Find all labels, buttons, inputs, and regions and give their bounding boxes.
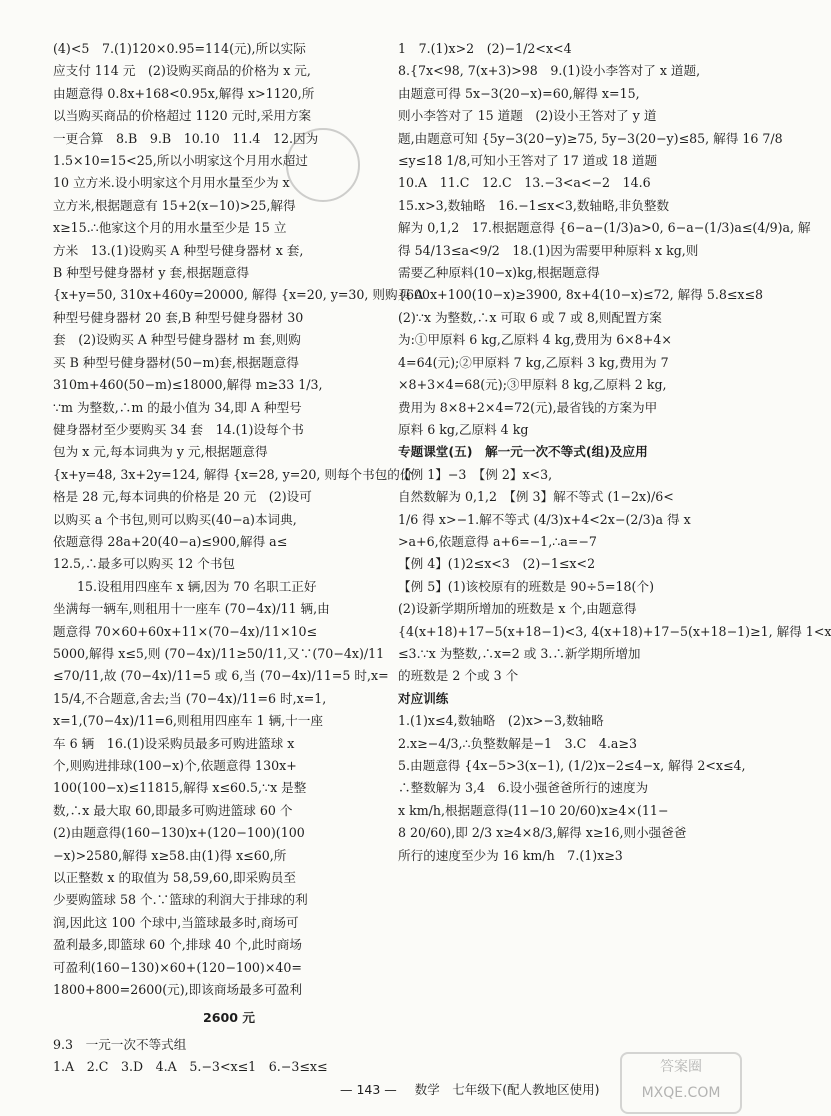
answer-line: 【例 4】(1)2≤x<3 (2)−1≤x<2 [398, 556, 596, 572]
answer-line: ∴整数解为 3,4 6.设小强爸爸所行的速度为 [398, 780, 649, 796]
answer-line: 健身器材至少要购买 34 套 14.(1)设每个书 [53, 421, 304, 437]
answer-line: 9.3 一元一次不等式组 [53, 1036, 187, 1052]
answer-line: 为:①甲原料 6 kg,乙原料 4 kg,费用为 6×8+4× [398, 332, 672, 348]
answer-line: 以当购买商品的价格超过 1120 元时,采用方案 [53, 108, 312, 124]
answer-line: 1.5×10=15<25,所以小明家这个月用水超过 [53, 153, 308, 169]
answer-line: 套 (2)设购买 A 种型号健身器材 m 套,则购 [53, 332, 301, 348]
answer-line: 的班数是 2 个或 3 个 [398, 668, 519, 684]
answer-line: 题,由题意可知 {5y−3(20−y)≥75, 5y−3(20−y)≤85, 解得 16 7/8 [398, 130, 783, 146]
watermark-logo [620, 1052, 742, 1114]
answer-line: 数,∴x 最大取 60,即最多可购进篮球 60 个 [53, 802, 293, 818]
answer-line: 所行的速度至少为 16 km/h 7.(1)x≥3 [398, 847, 623, 863]
answer-line: {600x+100(10−x)≥3900, 8x+4(10−x)≤72, 解得 5.8≤x≤8 [398, 287, 764, 303]
watermark-site: MXQE.COM [641, 1085, 721, 1101]
answer-line: 依题意得 28a+20(40−a)≤900,解得 a≤ [53, 533, 288, 549]
answer-line: 【例 5】(1)该校原有的班数是 90÷5=18(个) [398, 578, 654, 594]
answer-line: 自然数解为 0,1,2 【例 3】解不等式 (1−2x)/6< [398, 489, 674, 505]
page-footer [340, 1080, 600, 1098]
answer-line: 解为 0,1,2 17.根据题意得 {6−a−(1/3)a>0, 6−a−(1/3)a≤(4/9)a, 解 [398, 220, 811, 236]
answer-line: 坐满每一辆车,则租用十一座车 (70−4x)/11 辆,由 [53, 601, 330, 617]
book-subject: 数学 七年级下(配人教地区使用) [414, 1082, 600, 1097]
answer-line: >a+6,依题意得 a+6=−1,∴a=−7 [398, 533, 597, 549]
answer-line: ×8+3×4=68(元);③甲原料 8 kg,乙原料 2 kg, [398, 377, 667, 393]
answer-line: 2600 元 [202, 1010, 256, 1026]
answer-line: 12.5,∴最多可以购买 12 个书包 [53, 556, 236, 572]
answer-line: 个,则购进排球(100−x)个,依题意得 130x+ [53, 758, 297, 773]
answer-line: 以购买 a 个书包,则可以购买(40−a)本词典, [53, 511, 297, 527]
right-answer-column [398, 38, 831, 867]
answer-line: 应支付 114 元 (2)设购买商品的价格为 x 元, [53, 63, 311, 79]
answer-line: 费用为 8×8+2×4=72(元),最省钱的方案为甲 [398, 399, 658, 415]
answer-line: 种型号健身器材 20 套,B 种型号健身器材 30 [53, 309, 304, 325]
answer-line: 可盈利(160−130)×60+(120−100)×40= [53, 959, 302, 975]
answer-line: x≥15.∴他家这个月的用水量至少是 15 立 [53, 220, 287, 236]
answer-line: 1/6 得 x>−1.解不等式 (4/3)x+4<2x−(2/3)a 得 x [398, 511, 691, 527]
answer-line: {x+y=48, 3x+2y=124, 解得 {x=28, y=20, 则每个书包的价 [53, 466, 413, 482]
answer-line: 1.A 2.C 3.D 4.A 5.−3<x≤1 6.−3≤x≤ [53, 1059, 328, 1075]
answer-line: 1.(1)x≤4,数轴略 (2)x>−3,数轴略 [398, 713, 604, 729]
answer-line: 8.{7x<98, 7(x+3)>98 9.(1)设小李答对了 x 道题, [398, 63, 701, 79]
answer-line: {4(x+18)+17−5(x+18−1)<3, 4(x+18)+17−5(x+18−1)≥1, 解得 1<x [398, 623, 831, 639]
answer-line: 15/4,不合题意,舍去;当 (70−4x)/11=6 时,x=1, [53, 690, 327, 706]
answer-line: 100(100−x)≤11815,解得 x≤60.5,∵x 是整 [53, 780, 307, 796]
answer-line: 1 7.(1)x>2 (2)−1/2<x<4 [398, 41, 572, 56]
answer-line: (2)设新学期所增加的班数是 x 个,由题意得 [398, 601, 637, 617]
answer-line: 方米 13.(1)设购买 A 种型号健身器材 x 套, [53, 242, 304, 258]
answer-line: 一更合算 8.B 9.B 10.10 11.4 12.因为 [53, 130, 319, 146]
answer-line: 5000,解得 x≤5,则 (70−4x)/11≥50/11,又∵(70−4x)/11 [53, 645, 385, 661]
answer-line: 题意得 70×60+60x+11×(70−4x)/11×10≤ [53, 623, 318, 639]
answer-line: 少要购篮球 58 个.∵篮球的利润大于排球的利 [53, 892, 308, 908]
answer-line: 格是 28 元,每本词典的价格是 20 元 (2)设可 [53, 489, 312, 505]
answer-line: 盈利最多,即篮球 60 个,排球 40 个,此时商场 [53, 937, 302, 953]
answer-line: 车 6 辆 16.(1)设采购员最多可购进篮球 x [53, 735, 295, 751]
answer-line: 对应训练 [398, 690, 449, 706]
answer-line: 10.A 11.C 12.C 13.−3<a<−2 14.6 [398, 175, 651, 191]
answer-line: (2)由题意得(160−130)x+(120−100)(100 [53, 825, 305, 841]
answer-line: 由题意得 0.8x+168<0.95x,解得 x>1120,所 [53, 85, 315, 101]
answer-line: 则小李答对了 15 道题 (2)设小王答对了 y 道 [398, 108, 657, 124]
answer-line: 2.x≥−4/3,∴负整数解是−1 3.C 4.a≥3 [398, 735, 637, 751]
answer-line: 包为 x 元,每本词典为 y 元,根据题意得 [53, 444, 268, 460]
answer-line: 5.由题意得 {4x−5>3(x−1), (1/2)x−2≤4−x, 解得 2<x≤4, [398, 758, 746, 773]
answer-line: x km/h,根据题意得(11−10 20/60)x≥4×(11− [398, 802, 669, 818]
watermark-brand: 答案圈 [660, 1059, 702, 1075]
answer-line: 【例 1】−3 【例 2】x<3, [398, 466, 553, 482]
answer-line: (2)∵x 为整数,∴x 可取 6 或 7 或 8,则配置方案 [398, 309, 662, 325]
answer-line: 1800+800=2600(元),即该商场最多可盈利 [53, 982, 303, 998]
answer-line: 由题意可得 5x−3(20−x)=60,解得 x=15, [398, 85, 640, 101]
answer-line: 原料 6 kg,乙原料 4 kg [398, 421, 529, 437]
answer-line: 15.设租用四座车 x 辆,因为 70 名职工正好 [77, 578, 317, 594]
answer-line: 4=64(元);②甲原料 7 kg,乙原料 3 kg,费用为 7 [398, 354, 669, 370]
answer-line: x=1,(70−4x)/11=6,则租用四座车 1 辆,十一座 [53, 713, 323, 729]
answer-line: 需要乙种原料(10−x)kg,根据题意得 [398, 265, 600, 281]
answer-line: (4)<5 7.(1)120×0.95=114(元),所以实际 [53, 41, 306, 56]
answer-line: ≤3.∵x 为整数,∴x=2 或 3.∴新学期所增加 [398, 645, 641, 661]
answer-line: 润,因此这 100 个球中,当篮球最多时,商场可 [53, 914, 299, 930]
answer-line: 以正整数 x 的取值为 58,59,60,即采购员至 [53, 870, 296, 886]
answer-line: −x)>2580,解得 x≥58.由(1)得 x≤60,所 [53, 847, 287, 863]
answer-line: 15.x>3,数轴略 16.−1≤x<3,数轴略,非负整数 [398, 197, 670, 213]
answer-line: 买 B 种型号健身器材(50−m)套,根据题意得 [53, 354, 299, 370]
stamp-mark [286, 128, 360, 202]
answer-line: 专题课堂(五) 解一元一次不等式(组)及应用 [398, 444, 648, 460]
answer-line: 得 54/13≤a<9/2 18.(1)因为需要甲种原料 x kg,则 [398, 242, 699, 258]
answer-line: 310m+460(50−m)≤18000,解得 m≥33 1/3, [53, 377, 323, 393]
answer-line: ≤y≤18 1/8,可知小王答对了 17 道或 18 道题 [398, 153, 658, 169]
answer-line: ≤70/11,故 (70−4x)/11=5 或 6,当 (70−4x)/11=5 时,x= [53, 668, 389, 684]
page-number: — 143 — [340, 1082, 397, 1097]
answer-line: 10 立方米.设小明家这个月用水量至少为 x [53, 175, 290, 191]
answer-line: ∵m 为整数,∴m 的最小值为 34,即 A 种型号 [53, 399, 302, 415]
answer-line: 立方米,根据题意有 15+2(x−10)>25,解得 [53, 197, 296, 213]
answer-line: 8 20/60),即 2/3 x≥4×8/3,解得 x≥16,则小强爸爸 [398, 825, 687, 841]
answer-line: {x+y=50, 310x+460y=20000, 解得 {x=20, y=30, 则购买 A [53, 287, 424, 303]
answer-line: B 种型号健身器材 y 套,根据题意得 [53, 265, 250, 281]
